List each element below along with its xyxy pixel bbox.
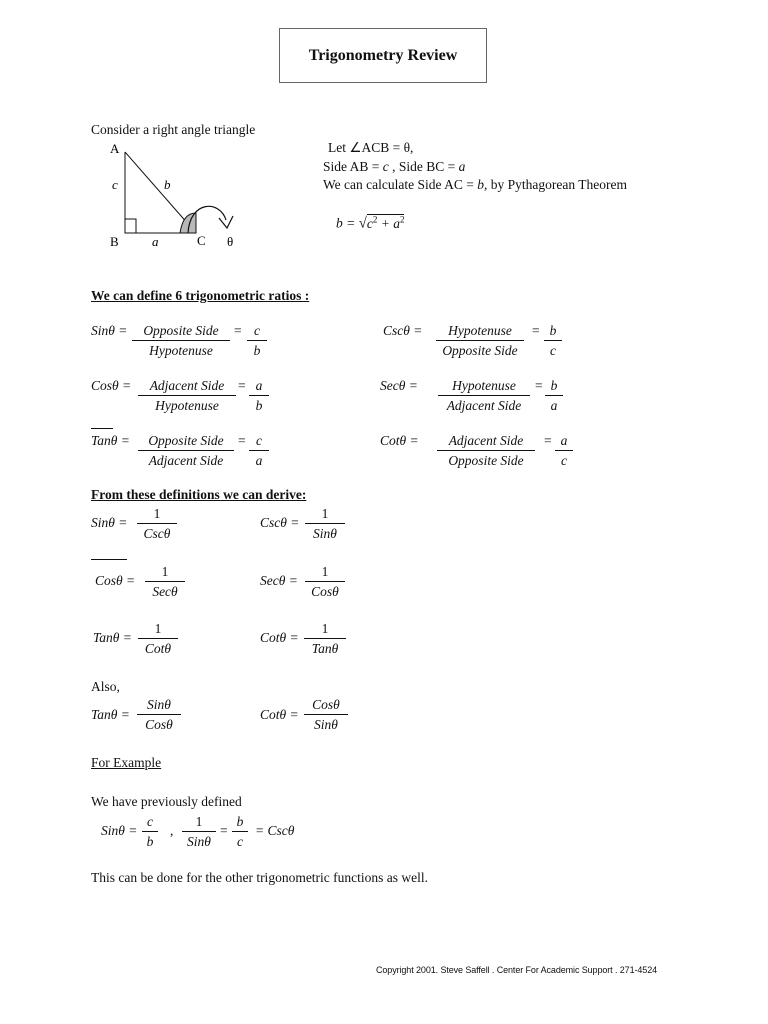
ratio-sin-fraction: [132, 323, 230, 359]
arrow-head: [219, 216, 233, 228]
ratio-tan-lhs: Tanθ =: [91, 433, 130, 448]
derive-cos-fraction: [145, 564, 185, 600]
derive-tan2-fraction: [137, 697, 181, 733]
derive-sin-lhs: Sinθ =: [91, 515, 128, 530]
sides-c: c: [382, 159, 389, 174]
ratio-cos-num: Adjacent Side: [138, 378, 236, 396]
example-closing: This can be done for the other trigonometric functions as well.: [91, 870, 429, 885]
ratio-cot-fraction-2: [555, 433, 573, 469]
ratios-heading: We can define 6 trigonometric ratios :: [91, 288, 310, 303]
vertex-a-label: A: [110, 141, 120, 156]
ratio-tan-den2: a: [255, 453, 263, 468]
ratio-sec-fraction-2: [545, 378, 563, 414]
ratio-tan-num2: c: [249, 433, 269, 451]
ratio-csc-fraction: [436, 323, 524, 359]
example-f2-den: Sinθ: [187, 834, 211, 849]
ratio-cos-den: Hypotenuse: [155, 398, 219, 413]
example-f1-den: b: [146, 834, 154, 849]
derive-csc-den: Sinθ: [313, 526, 337, 541]
formula-plus: +: [377, 215, 394, 231]
ratio-csc-fraction-2: [544, 323, 562, 359]
ratio-cot-den: Opposite Side: [448, 453, 524, 468]
side-c-label: c: [112, 177, 118, 192]
ratio-cot-fraction: [437, 433, 535, 469]
intro-calc-line: [323, 177, 627, 193]
ratio-cot-num: Adjacent Side: [437, 433, 535, 451]
theta-label: θ: [227, 234, 234, 249]
sqrt-sign: √: [358, 215, 367, 232]
example-fraction-1: [142, 814, 158, 850]
ratio-tan-den: Adjacent Side: [148, 453, 224, 468]
example-f1-num: c: [142, 814, 158, 832]
ratio-cos-eq: =: [238, 378, 246, 393]
intro-consider: Consider a right angle triangle: [91, 122, 256, 137]
derive-cot-fraction: [304, 621, 346, 657]
calc-suffix: , by Pythagorean Theorem: [483, 177, 627, 192]
pythagorean-formula: [336, 214, 404, 233]
ratio-sec-den: Adjacent Side: [446, 398, 522, 413]
example-heading: For Example: [91, 755, 162, 770]
ratio-csc-num2: b: [544, 323, 562, 341]
page-title: Trigonometry Review: [279, 28, 487, 83]
formula-radicand: [367, 214, 405, 231]
ratio-sin-den2: b: [253, 343, 261, 358]
example-previously: We have previously defined: [91, 794, 242, 809]
derive-sec-lhs: Secθ =: [260, 573, 298, 588]
derive-sec-num: 1: [305, 564, 345, 582]
example-fraction-3: [232, 814, 248, 850]
ratio-csc-lhs: Cscθ =: [383, 323, 423, 338]
example-f2-num: 1: [182, 814, 216, 832]
formula-lhs: b =: [336, 215, 359, 231]
derive-cos-den: Secθ: [152, 584, 178, 599]
right-angle-marker: [125, 219, 136, 233]
ratio-sin-fraction-2: [247, 323, 267, 359]
ratio-tan-fraction-2: [249, 433, 269, 469]
derive-cos-num: 1: [145, 564, 185, 582]
derive-csc-lhs: Cscθ =: [260, 515, 300, 530]
intro-let-line: Let ∠ACB = θ,: [328, 140, 414, 155]
derive-csc-fraction: [305, 506, 345, 542]
ratio-sin-den: Hypotenuse: [149, 343, 213, 358]
ratio-cot-num2: a: [555, 433, 573, 451]
example-eq: =: [220, 823, 228, 838]
ratio-sec-den2: a: [550, 398, 558, 413]
ratio-csc-eq: =: [532, 323, 540, 338]
ratio-sec-fraction: [438, 378, 530, 414]
derive-sec-den: Cosθ: [311, 584, 339, 599]
derive-sec-fraction: [305, 564, 345, 600]
formula-exp-2: 2: [399, 214, 405, 224]
formula-c: c: [366, 215, 373, 231]
sides-a: a: [458, 159, 466, 174]
ratio-sin-num2: c: [247, 323, 267, 341]
example-comma: ,: [170, 823, 174, 838]
ratio-tan-eq: =: [238, 433, 246, 448]
derive-tan-fraction: [138, 621, 178, 657]
derive-also: Also,: [91, 679, 120, 694]
right-triangle-diagram: [100, 138, 270, 253]
ratio-cot-lhs: Cotθ =: [380, 433, 419, 448]
ratio-csc-den2: c: [550, 343, 556, 358]
sides-prefix: Side AB =: [323, 159, 383, 174]
ratio-sec-num2: b: [545, 378, 563, 396]
ratio-cos-fraction: [138, 378, 236, 414]
side-b-label: b: [164, 177, 171, 192]
ratio-cot-den2: c: [561, 453, 567, 468]
cos-overline: [91, 559, 127, 560]
example-rhs: = Cscθ: [255, 823, 295, 838]
ratio-cos-fraction-2: [249, 378, 269, 414]
ratio-csc-num: Hypotenuse: [436, 323, 524, 341]
ratio-sec-lhs: Secθ =: [380, 378, 418, 393]
derive-tan-den: Cotθ: [144, 641, 172, 656]
derive-sin-num: 1: [137, 506, 177, 524]
ratio-csc-den: Opposite Side: [442, 343, 518, 358]
sides-mid: , Side BC =: [388, 159, 459, 174]
ratio-tan-fraction: [138, 433, 234, 469]
derive-cot2-lhs: Cotθ =: [260, 707, 299, 722]
ratio-sec-eq: =: [535, 378, 543, 393]
derive-csc-num: 1: [305, 506, 345, 524]
formula-a: a: [393, 215, 400, 231]
example-sin-lhs: Sinθ =: [101, 823, 138, 838]
ratio-sin-eq: =: [234, 323, 242, 338]
derive-cot-lhs: Cotθ =: [260, 630, 299, 645]
example-f3-den: c: [237, 834, 243, 849]
derive-tan2-num: Sinθ: [137, 697, 181, 715]
calc-b: b: [477, 177, 484, 192]
ratio-sin-lhs: Sinθ =: [91, 323, 128, 338]
copyright-footer: Copyright 2001. Steve Saffell . Center For Academic Support . 271-4524: [376, 965, 658, 975]
derive-tan-num: 1: [138, 621, 178, 639]
vertex-c-label: C: [197, 233, 206, 248]
ratio-cot-eq: =: [544, 433, 552, 448]
ratio-cos-num2: a: [249, 378, 269, 396]
derive-tan2-den: Cosθ: [145, 717, 173, 732]
ratio-sin-num: Opposite Side: [132, 323, 230, 341]
derive-tan-lhs: Tanθ =: [93, 630, 132, 645]
example-fraction-2: [182, 814, 216, 850]
derive-sin-den: Cscθ: [143, 526, 171, 541]
derive-cos-lhs: Cosθ =: [95, 573, 136, 588]
calc-prefix: We can calculate Side AC =: [323, 177, 478, 192]
derive-cot-num: 1: [304, 621, 346, 639]
derive-cot2-num: Cosθ: [304, 697, 348, 715]
vertex-b-label: B: [110, 234, 119, 249]
derive-cot2-fraction: [304, 697, 348, 733]
side-a-label: a: [152, 234, 159, 249]
intro-sides-line: [323, 159, 465, 175]
derive-cot-den: Tanθ: [311, 641, 339, 656]
ratio-sec-num: Hypotenuse: [438, 378, 530, 396]
example-f3-num: b: [232, 814, 248, 832]
ratio-tan-num: Opposite Side: [138, 433, 234, 451]
formula-exp-1: 2: [372, 214, 378, 224]
ratio-cos-lhs: Cosθ =: [91, 378, 132, 393]
derive-heading: From these definitions we can derive:: [91, 487, 307, 502]
ratio-cos-den2: b: [255, 398, 263, 413]
derive-cot2-den: Sinθ: [314, 717, 338, 732]
derive-tan2-lhs: Tanθ =: [91, 707, 130, 722]
derive-sin-fraction: [137, 506, 177, 542]
tan-overline: [91, 428, 113, 429]
